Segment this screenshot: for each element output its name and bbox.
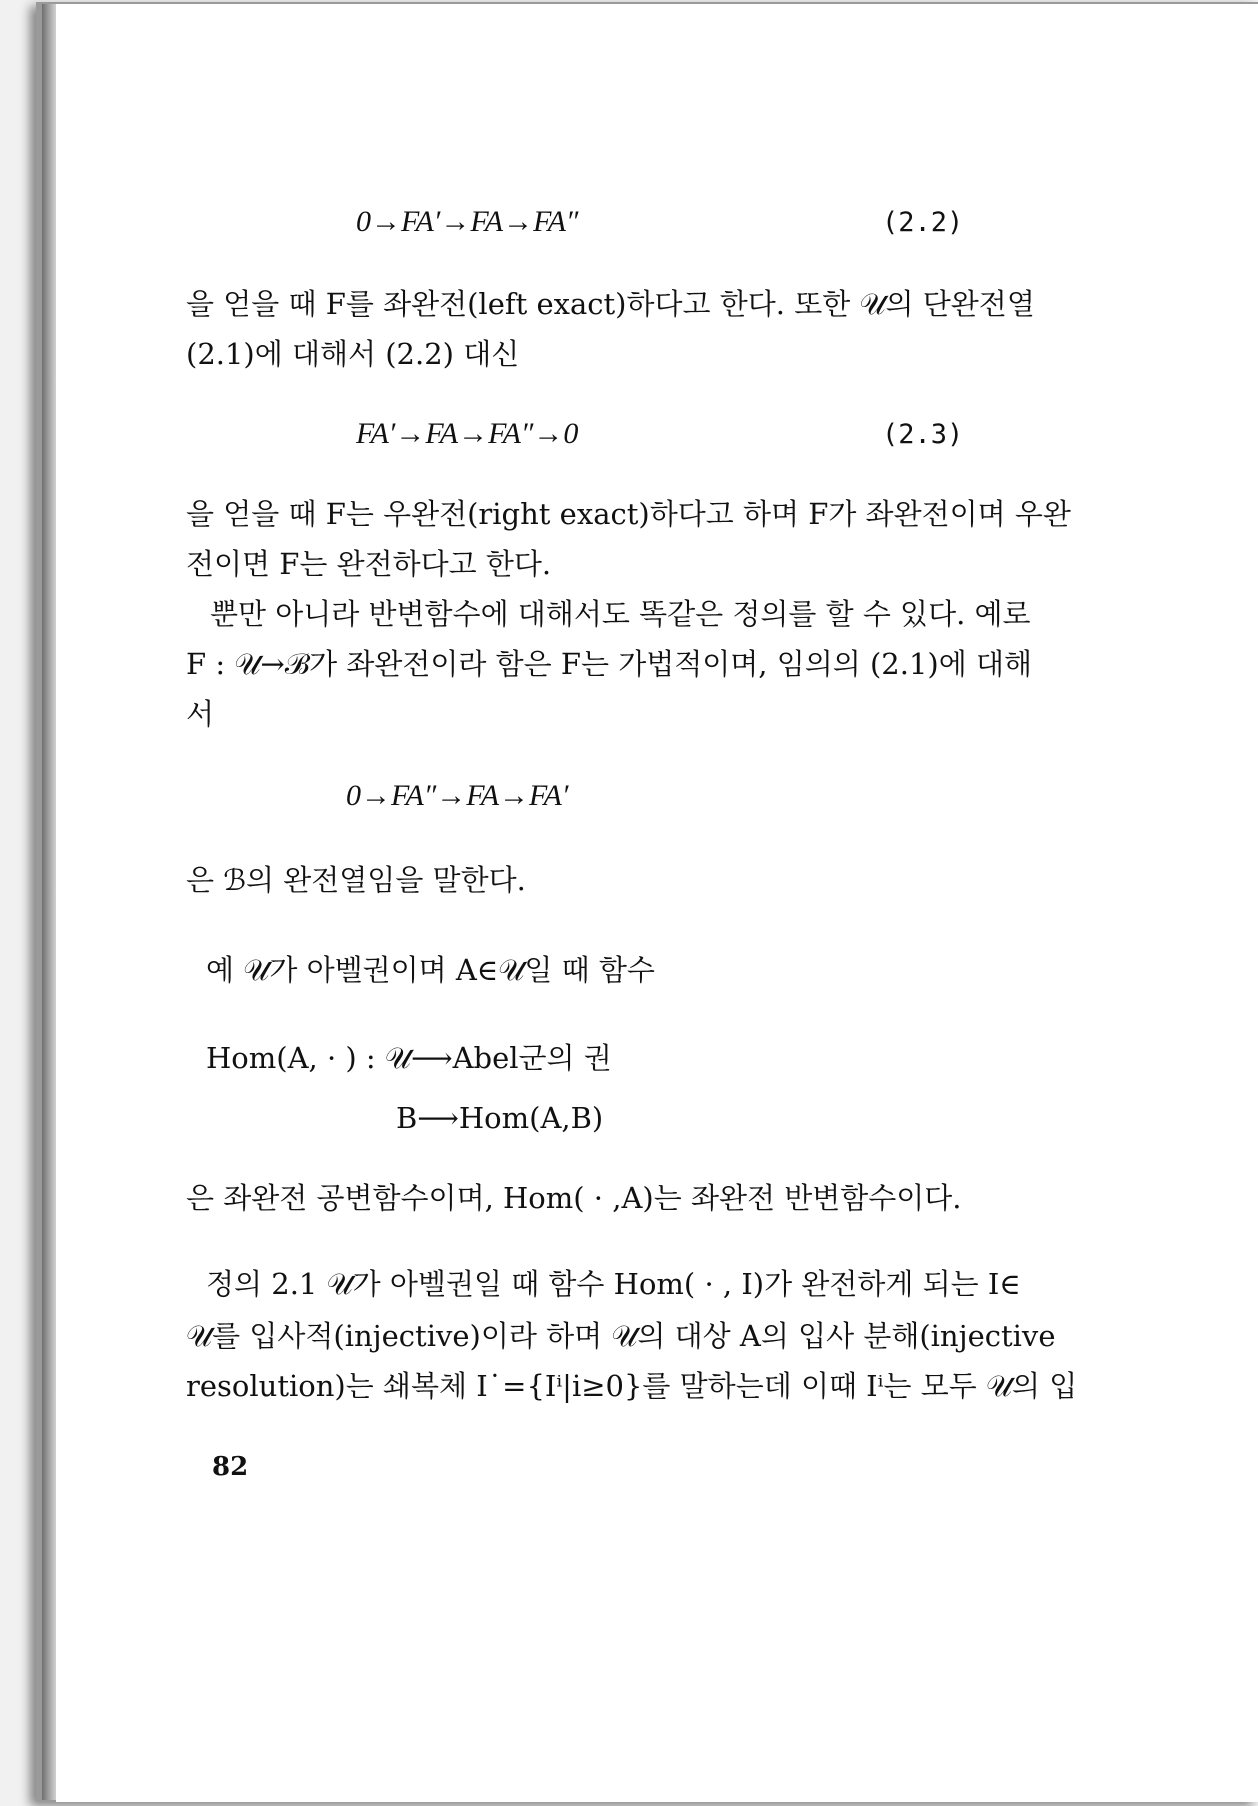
paragraph-line: 서 — [186, 697, 215, 731]
definition-line: 𝒰를 입사적(injective)이라 하며 𝒰의 대상 A의 입사 분해(injective — [186, 1319, 1056, 1353]
equation-number-2-2: (2.2) — [882, 207, 964, 238]
page-number: 82 — [212, 1452, 249, 1482]
definition-line: resolution)는 쇄복체 I˙={Iⁱ|i≥0}를 말하는데 이때 Iⁱ는 모두 𝒰의 입 — [186, 1369, 1078, 1403]
paragraph-line: 은 ℬ의 완전열임을 말한다. — [186, 863, 526, 897]
paragraph-line: F : 𝒰→ℬ가 좌완전이라 함은 F는 가법적이며, 임의의 (2.1)에 대해 — [186, 647, 1032, 681]
hom-functor-map: B⟶Hom(A,B) — [396, 1101, 604, 1135]
definition-line: 정의 2.1 𝒰가 아벨권일 때 함수 Hom( · , I)가 완전하게 되는 I∈ — [206, 1267, 1021, 1301]
paragraph-line: 은 좌완전 공변함수이며, Hom( · ,A)는 좌완전 반변함수이다. — [186, 1181, 962, 1215]
equation-2-2: 0→FA′→FA→FA″ — [356, 205, 579, 238]
equation-number-2-3: (2.3) — [882, 419, 964, 450]
paragraph-line: 을 얻을 때 F를 좌완전(left exact)하다고 한다. 또한 𝒰의 단완전열 — [186, 287, 1035, 321]
paragraph-line: 을 얻을 때 F는 우완전(right exact)하다고 하며 F가 좌완전이며 우완 — [186, 497, 1071, 531]
hom-functor-line: Hom(A, · ) : 𝒰⟶Abel군의 권 — [206, 1041, 612, 1075]
example-line: 예 𝒰가 아벨권이며 A∈𝒰일 때 함수 — [206, 953, 655, 987]
equation-contravariant: 0→FA″→FA→FA′ — [346, 779, 569, 812]
paragraph-line: 전이면 F는 완전하다고 한다. — [186, 547, 552, 581]
book-page — [56, 4, 1258, 1802]
equation-2-3: FA′→FA→FA″→0 — [356, 417, 579, 450]
paragraph-line: (2.1)에 대해서 (2.2) 대신 — [186, 337, 520, 371]
paragraph-line: 뿐만 아니라 반변함수에 대해서도 똑같은 정의를 할 수 있다. 예로 — [210, 597, 1031, 631]
